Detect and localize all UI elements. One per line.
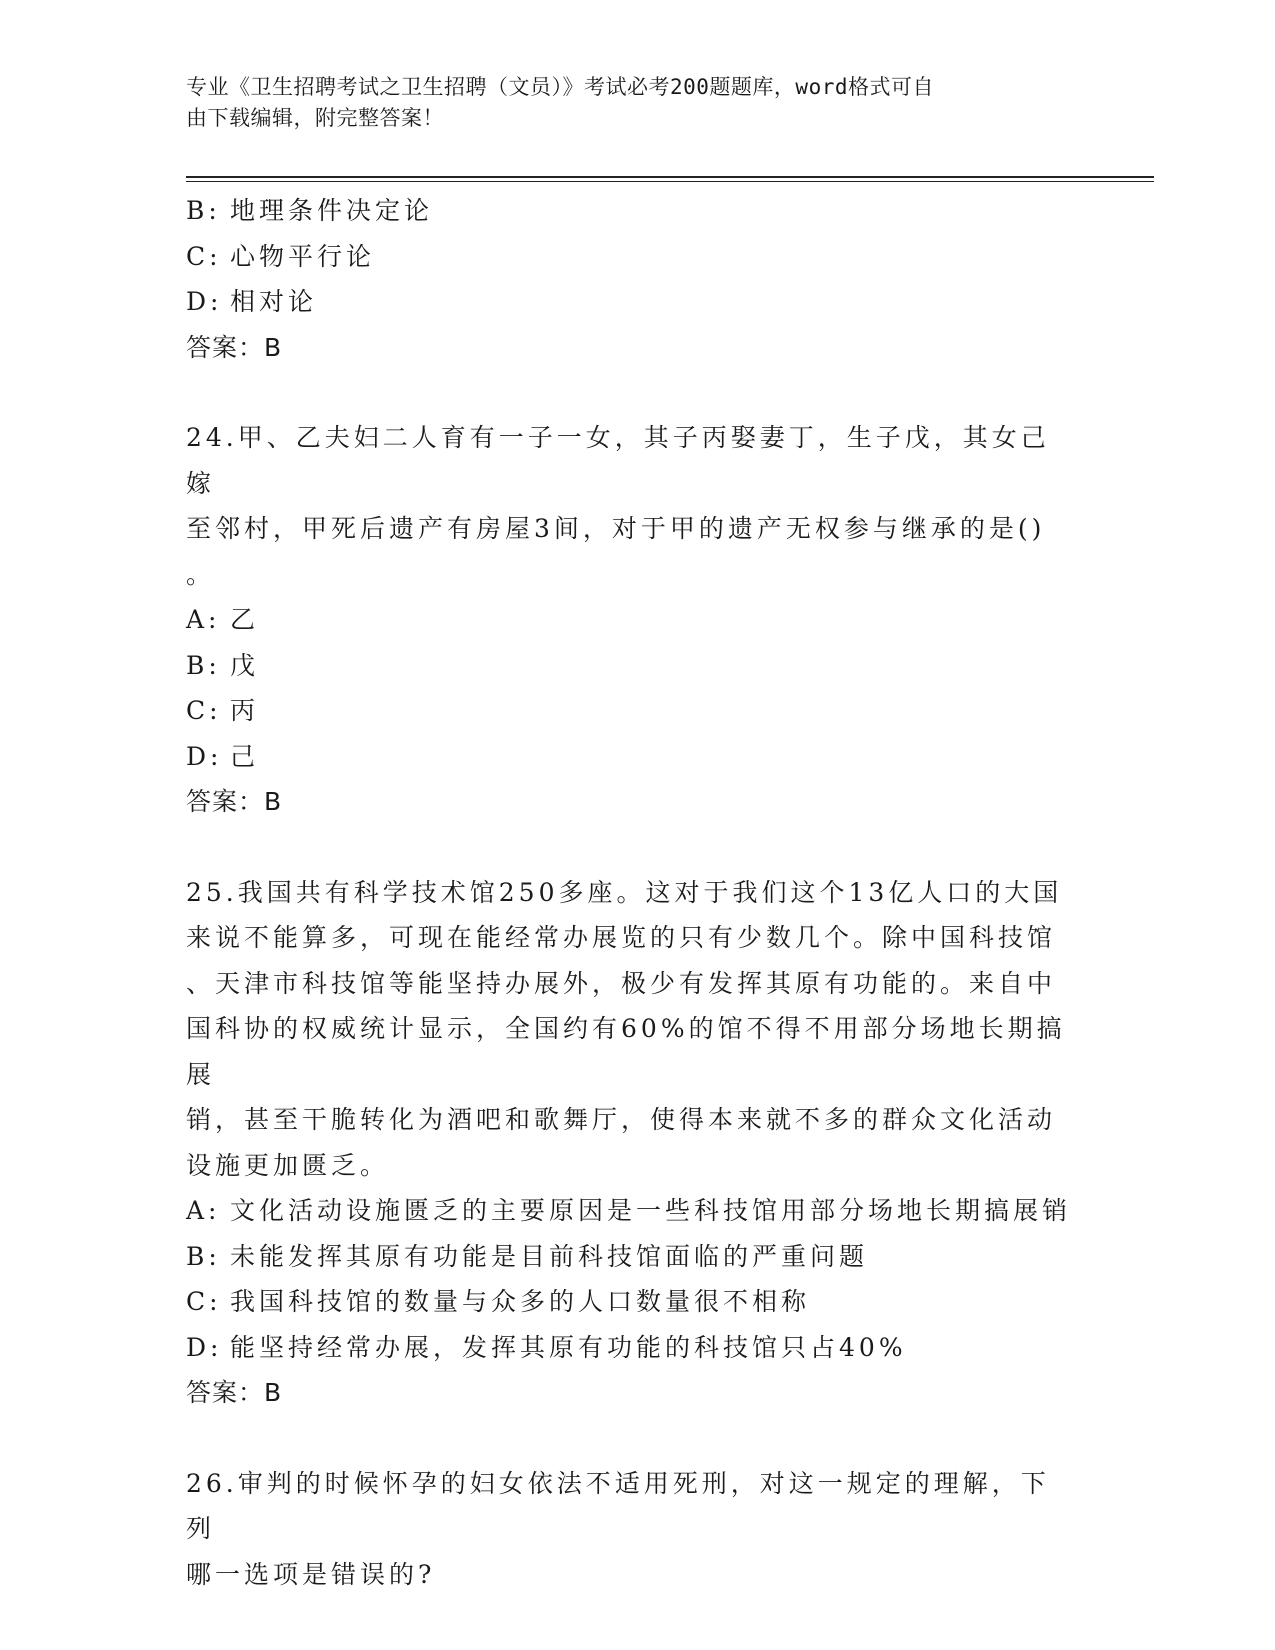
answer-line: 答案：B — [186, 1378, 283, 1407]
document-content — [186, 188, 1086, 1597]
question-24-text — [186, 415, 1066, 597]
option-letter: B: — [186, 1241, 221, 1271]
option-text: 乙 — [230, 605, 260, 634]
answer-line: 答案：B — [186, 332, 283, 362]
option-row — [186, 1234, 1086, 1280]
question-26-text — [186, 1461, 1066, 1598]
option-letter: D: — [186, 287, 223, 316]
question-23-block — [186, 188, 1086, 370]
option-row — [186, 1279, 1086, 1325]
option-letter: C: — [186, 241, 222, 271]
option-letter: D: — [186, 1332, 223, 1362]
header-line-1: 专业《卫生招聘考试之卫生招聘（文员）》考试必考200题题库，word格式可自 — [186, 75, 934, 99]
question-line: 销，甚至干脆转化为酒吧和歌舞厅，使得本来就不多的群众文化活动 — [186, 1105, 1057, 1134]
option-letter: C: — [186, 1287, 222, 1316]
option-text: 戊 — [230, 650, 260, 680]
option-row — [186, 643, 1086, 689]
question-line: 设施更加匮乏。 — [186, 1150, 390, 1180]
option-row — [186, 234, 1086, 280]
option-row — [186, 279, 1086, 325]
question-line: 来说不能算多，可现在能经常办展览的只有少数几个。除中国科技馆 — [186, 923, 1057, 952]
option-text: 心物平行论 — [230, 241, 376, 271]
option-text: 未能发挥其原有功能是目前科技馆面临的严重问题 — [230, 1241, 869, 1271]
option-text: 文化活动设施匮乏的主要原因是一些科技馆用部分场地长期搞展销 — [230, 1196, 1072, 1225]
question-24-block — [186, 415, 1086, 825]
option-letter: A: — [186, 605, 221, 634]
option-text: 己 — [230, 741, 260, 771]
option-letter: C: — [186, 696, 222, 725]
option-text: 地理条件决定论 — [230, 196, 434, 225]
option-letter: A: — [186, 1196, 221, 1225]
option-text: 能坚持经常办展，发挥其原有功能的科技馆只占40% — [230, 1332, 907, 1362]
question-line: 25.我国共有科学技术馆250多座。这对于我们这个13亿人口的大国 — [186, 877, 1063, 907]
question-line: 24.甲、乙夫妇二人育有一子一女，其子丙娶妻丁，生子戊，其女己嫁 — [186, 423, 1050, 498]
question-line: 、天津市科技馆等能坚持办展外，极少有发挥其原有功能的。来自中 — [186, 968, 1057, 998]
question-line: 国科协的权威统计显示，全国约有60%的馆不得不用部分场地长期搞展 — [186, 1014, 1066, 1089]
option-row — [186, 597, 1086, 643]
question-line: 。 — [186, 559, 216, 589]
option-letter: B: — [186, 196, 221, 225]
option-row — [186, 1188, 1086, 1234]
option-letter: B: — [186, 650, 221, 680]
header-rule-thick — [186, 176, 1154, 178]
document-header — [186, 72, 1066, 134]
option-row — [186, 734, 1086, 780]
option-text: 丙 — [230, 696, 260, 725]
header-rule-thin — [186, 181, 1154, 182]
option-letter: D: — [186, 741, 223, 771]
header-line-2: 由下载编辑，附完整答案！ — [186, 106, 444, 130]
option-row — [186, 188, 1086, 234]
question-26-block — [186, 1461, 1086, 1598]
question-25-block — [186, 870, 1086, 1416]
option-row — [186, 1325, 1086, 1371]
question-line: 26.审判的时候怀孕的妇女依法不适用死刑，对这一规定的理解，下列 — [186, 1468, 1050, 1543]
question-25-text — [186, 870, 1066, 1189]
option-text: 相对论 — [230, 287, 318, 316]
answer-line: 答案：B — [186, 787, 283, 816]
question-line: 哪一选项是错误的? — [186, 1559, 436, 1589]
question-line: 至邻村，甲死后遗产有房屋3间，对于甲的遗产无权参与继承的是() — [186, 514, 1046, 543]
option-row — [186, 688, 1086, 734]
option-text: 我国科技馆的数量与众多的人口数量很不相称 — [230, 1287, 811, 1316]
